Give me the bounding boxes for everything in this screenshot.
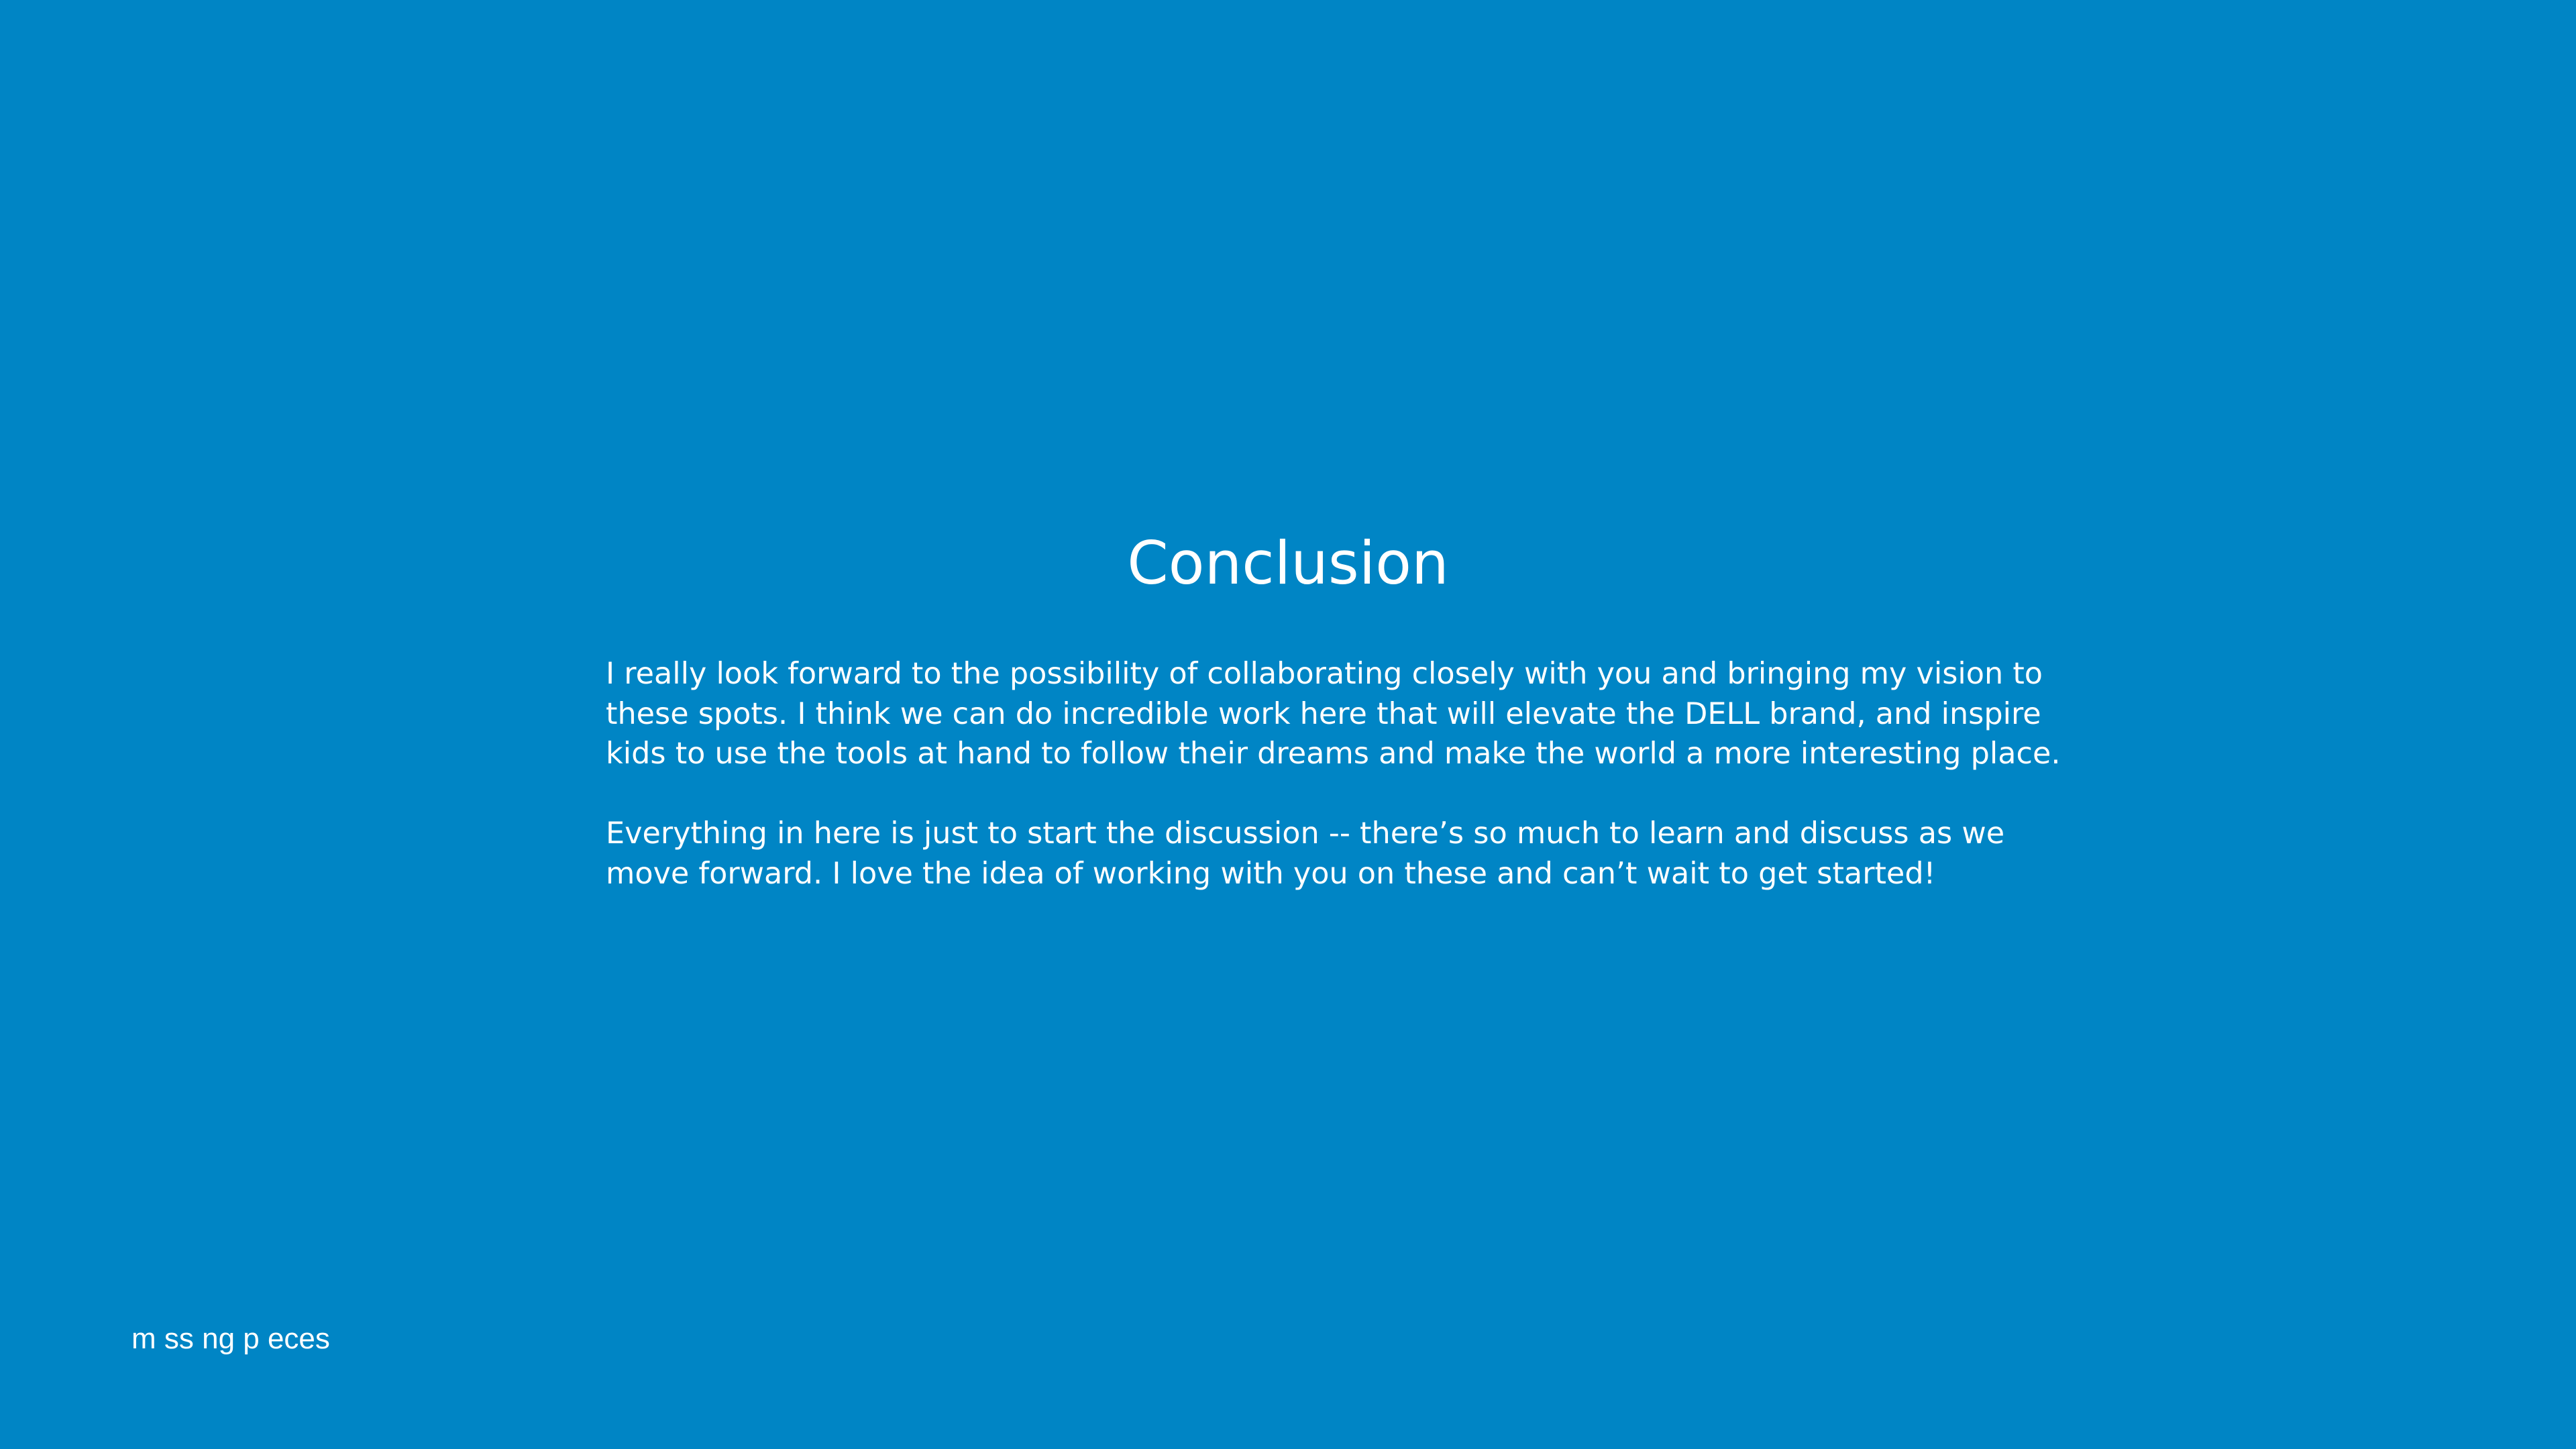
paragraph-1 bbox=[606, 654, 2061, 774]
slide-body bbox=[606, 654, 2061, 894]
footer-brand-text: m ss ng p eces bbox=[131, 1322, 330, 1355]
paragraph-line: these spots. I think we can do incredible work here that will elevate the DELL brand, and inspire bbox=[606, 696, 2041, 731]
paragraph-line: kids to use the tools at hand to follow their dreams and make the world a more interesting place. bbox=[606, 737, 2061, 771]
paragraph-2 bbox=[606, 814, 2015, 894]
paragraph-line: Everything in here is just to start the discussion -- there’s so much to learn and discuss as we bbox=[606, 816, 2005, 851]
paragraph-line: I really look forward to the possibility of collaborating closely with you and bringing my vision to bbox=[606, 657, 2043, 691]
paragraph-line: move forward. I love the idea of working with you on these and can’t wait to get started! bbox=[606, 856, 1936, 891]
slide-title: Conclusion bbox=[1127, 529, 1449, 598]
